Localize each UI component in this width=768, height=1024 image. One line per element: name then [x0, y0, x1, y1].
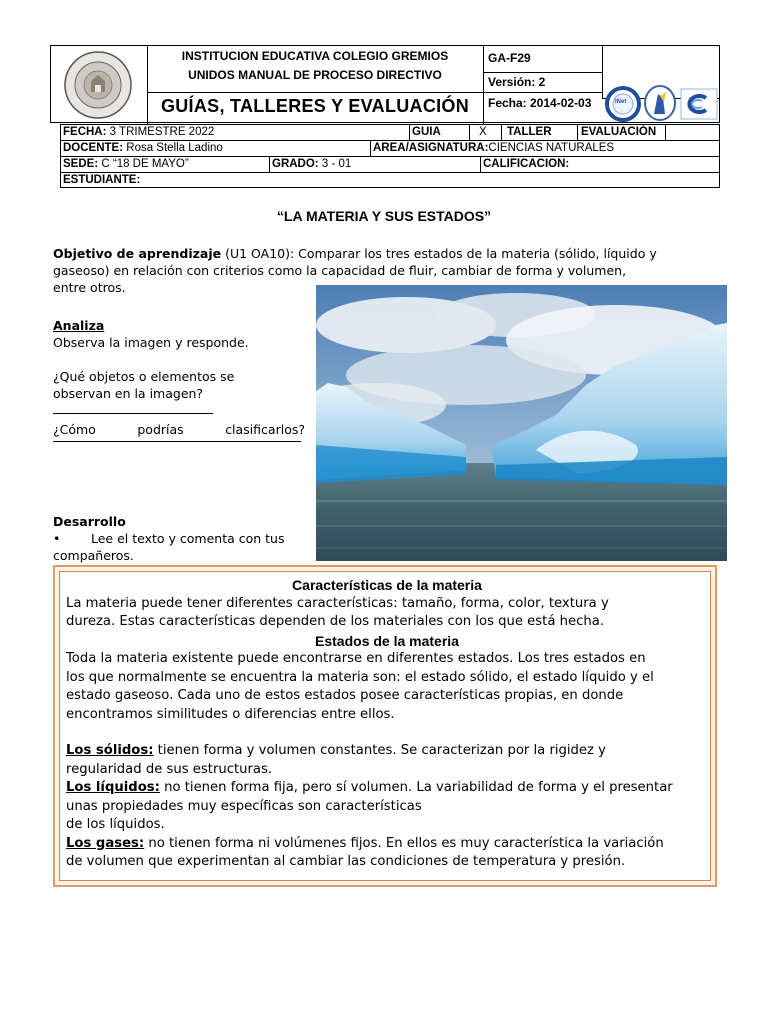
- evaluacion-label: EVALUACIÓN: [581, 126, 657, 138]
- ministry-logo: [643, 84, 677, 122]
- student-info-table: [60, 124, 720, 188]
- desarrollo-heading: Desarrollo: [53, 514, 126, 529]
- box-heading-estados: Estados de la materia: [315, 632, 459, 649]
- sede-value: C “18 DE MAYO”: [101, 158, 189, 170]
- area-label: AREA/ASIGNATURA:: [373, 142, 489, 154]
- area-value: CIENCIAS NATURALES: [488, 142, 615, 154]
- gases-line-1: no tienen forma ni volúmenes fijos. En ellos es muy característica la variación: [144, 835, 664, 851]
- question-1-line-2: observan en la imagen?: [53, 386, 204, 401]
- guia-label: GUIA: [412, 126, 441, 138]
- objective-line-3: entre otros.: [53, 280, 126, 295]
- objective-line-1: (U1 OA10): Comparar los tres estados de la materia (sólido, líquido y: [221, 246, 657, 261]
- desarrollo-section: [53, 513, 307, 564]
- question-2-word-1: ¿Cómo: [53, 422, 96, 437]
- fecha-label: FECHA:: [63, 126, 107, 138]
- para2-line-1: Toda la materia existente puede encontrarse en diferentes estados. Los tres estados en: [66, 651, 646, 666]
- iceberg-image: [316, 285, 727, 561]
- document-version: Versión: 2: [488, 75, 546, 89]
- analiza-section: [53, 317, 305, 442]
- answer-line-2[interactable]: [53, 438, 301, 442]
- calificacion-label: CALIFICACION:: [483, 158, 570, 170]
- objective-label: Objetivo de aprendizaje: [53, 246, 222, 261]
- estudiante-label: ESTUDIANTE:: [63, 174, 141, 186]
- objective-line-2: gaseoso) en relación con criterios como la capacidad de fluir, cambiar de forma y volumen,: [53, 263, 627, 278]
- school-seal-logo: [63, 50, 133, 120]
- analiza-heading: Analiza: [53, 318, 105, 333]
- liquidos-label: Los líquidos:: [66, 780, 160, 795]
- liquidos-line-1: no tienen forma fija, pero sí volumen. La variabilidad de forma y el presentar: [159, 780, 673, 795]
- solidos-line-1: tienen forma y volumen constantes. Se caracterizan por la rigidez y: [153, 743, 606, 758]
- question-2-word-3: clasificarlos?: [225, 422, 305, 437]
- solidos-label: Los sólidos:: [66, 743, 154, 758]
- answer-line-1[interactable]: [53, 402, 213, 414]
- institution-line-1: INSTITUCION EDUCATIVA COLEGIO GREMIOS: [181, 49, 449, 63]
- solidos-line-2: regularidad de sus estructuras.: [66, 761, 273, 777]
- institution-line-2: UNIDOS MANUAL DE PROCESO DIRECTIVO: [188, 68, 442, 82]
- inet-logo: [605, 86, 641, 122]
- colombia-logo: [680, 88, 718, 120]
- document-title: GUÍAS, TALLERES Y EVALUACIÓN: [160, 96, 470, 116]
- docente-label: DOCENTE:: [63, 142, 124, 154]
- sede-label: SEDE:: [63, 158, 99, 170]
- gases-line-2: de volumen que experimentan al cambiar las condiciones de temperatura y presión.: [66, 854, 626, 869]
- para1-line-1: La materia puede tener diferentes características: tamaño, forma, color, textura y: [66, 595, 609, 611]
- analiza-instruction: Observa la imagen y responde.: [53, 335, 249, 350]
- grado-value: 3 - 01: [321, 158, 352, 170]
- question-2-word-2: podrías: [137, 422, 184, 437]
- para2-line-3: estado gaseoso. Cada uno de estos estados posee características propias, en donde: [66, 688, 624, 703]
- bullet-icon: •: [53, 531, 61, 546]
- para2-line-4: encontramos similitudes o diferencias entre ellos.: [66, 706, 395, 722]
- para1-line-2: dureza. Estas características dependen de los materiales con los que está hecha.: [66, 614, 604, 629]
- liquidos-line-2: unas propiedades muy específicas son características: [66, 798, 422, 814]
- question-1-line-1: ¿Qué objetos o elementos se: [53, 369, 235, 384]
- page-title: “LA MATERIA Y SUS ESTADOS”: [276, 208, 492, 224]
- guia-mark: X: [479, 126, 487, 138]
- desarrollo-line-2: compañeros.: [53, 548, 134, 563]
- docente-value: Rosa Stella Ladino: [126, 142, 223, 154]
- document-date: Fecha: 2014-02-03: [488, 96, 592, 110]
- inet-logo-text: INet: [615, 99, 627, 105]
- content-box-inner: [59, 571, 711, 881]
- box-heading-caracteristicas: Características de la materia: [292, 577, 482, 593]
- gases-label: Los gases:: [66, 835, 145, 851]
- fecha-value: 3 TRIMESTRE 2022: [109, 126, 215, 138]
- grado-label: GRADO:: [272, 158, 319, 170]
- taller-label: TALLER: [507, 126, 552, 138]
- desarrollo-line-1: Lee el texto y comenta con tus: [91, 531, 285, 546]
- liquidos-line-3: de los líquidos.: [66, 817, 165, 832]
- document-code: GA-F29: [488, 51, 531, 65]
- content-box-text: [66, 576, 708, 872]
- content-box: [53, 565, 717, 887]
- para2-line-2: los que normalmente se encuentra la materia son: el estado sólido, el estado líquido y el: [66, 669, 654, 685]
